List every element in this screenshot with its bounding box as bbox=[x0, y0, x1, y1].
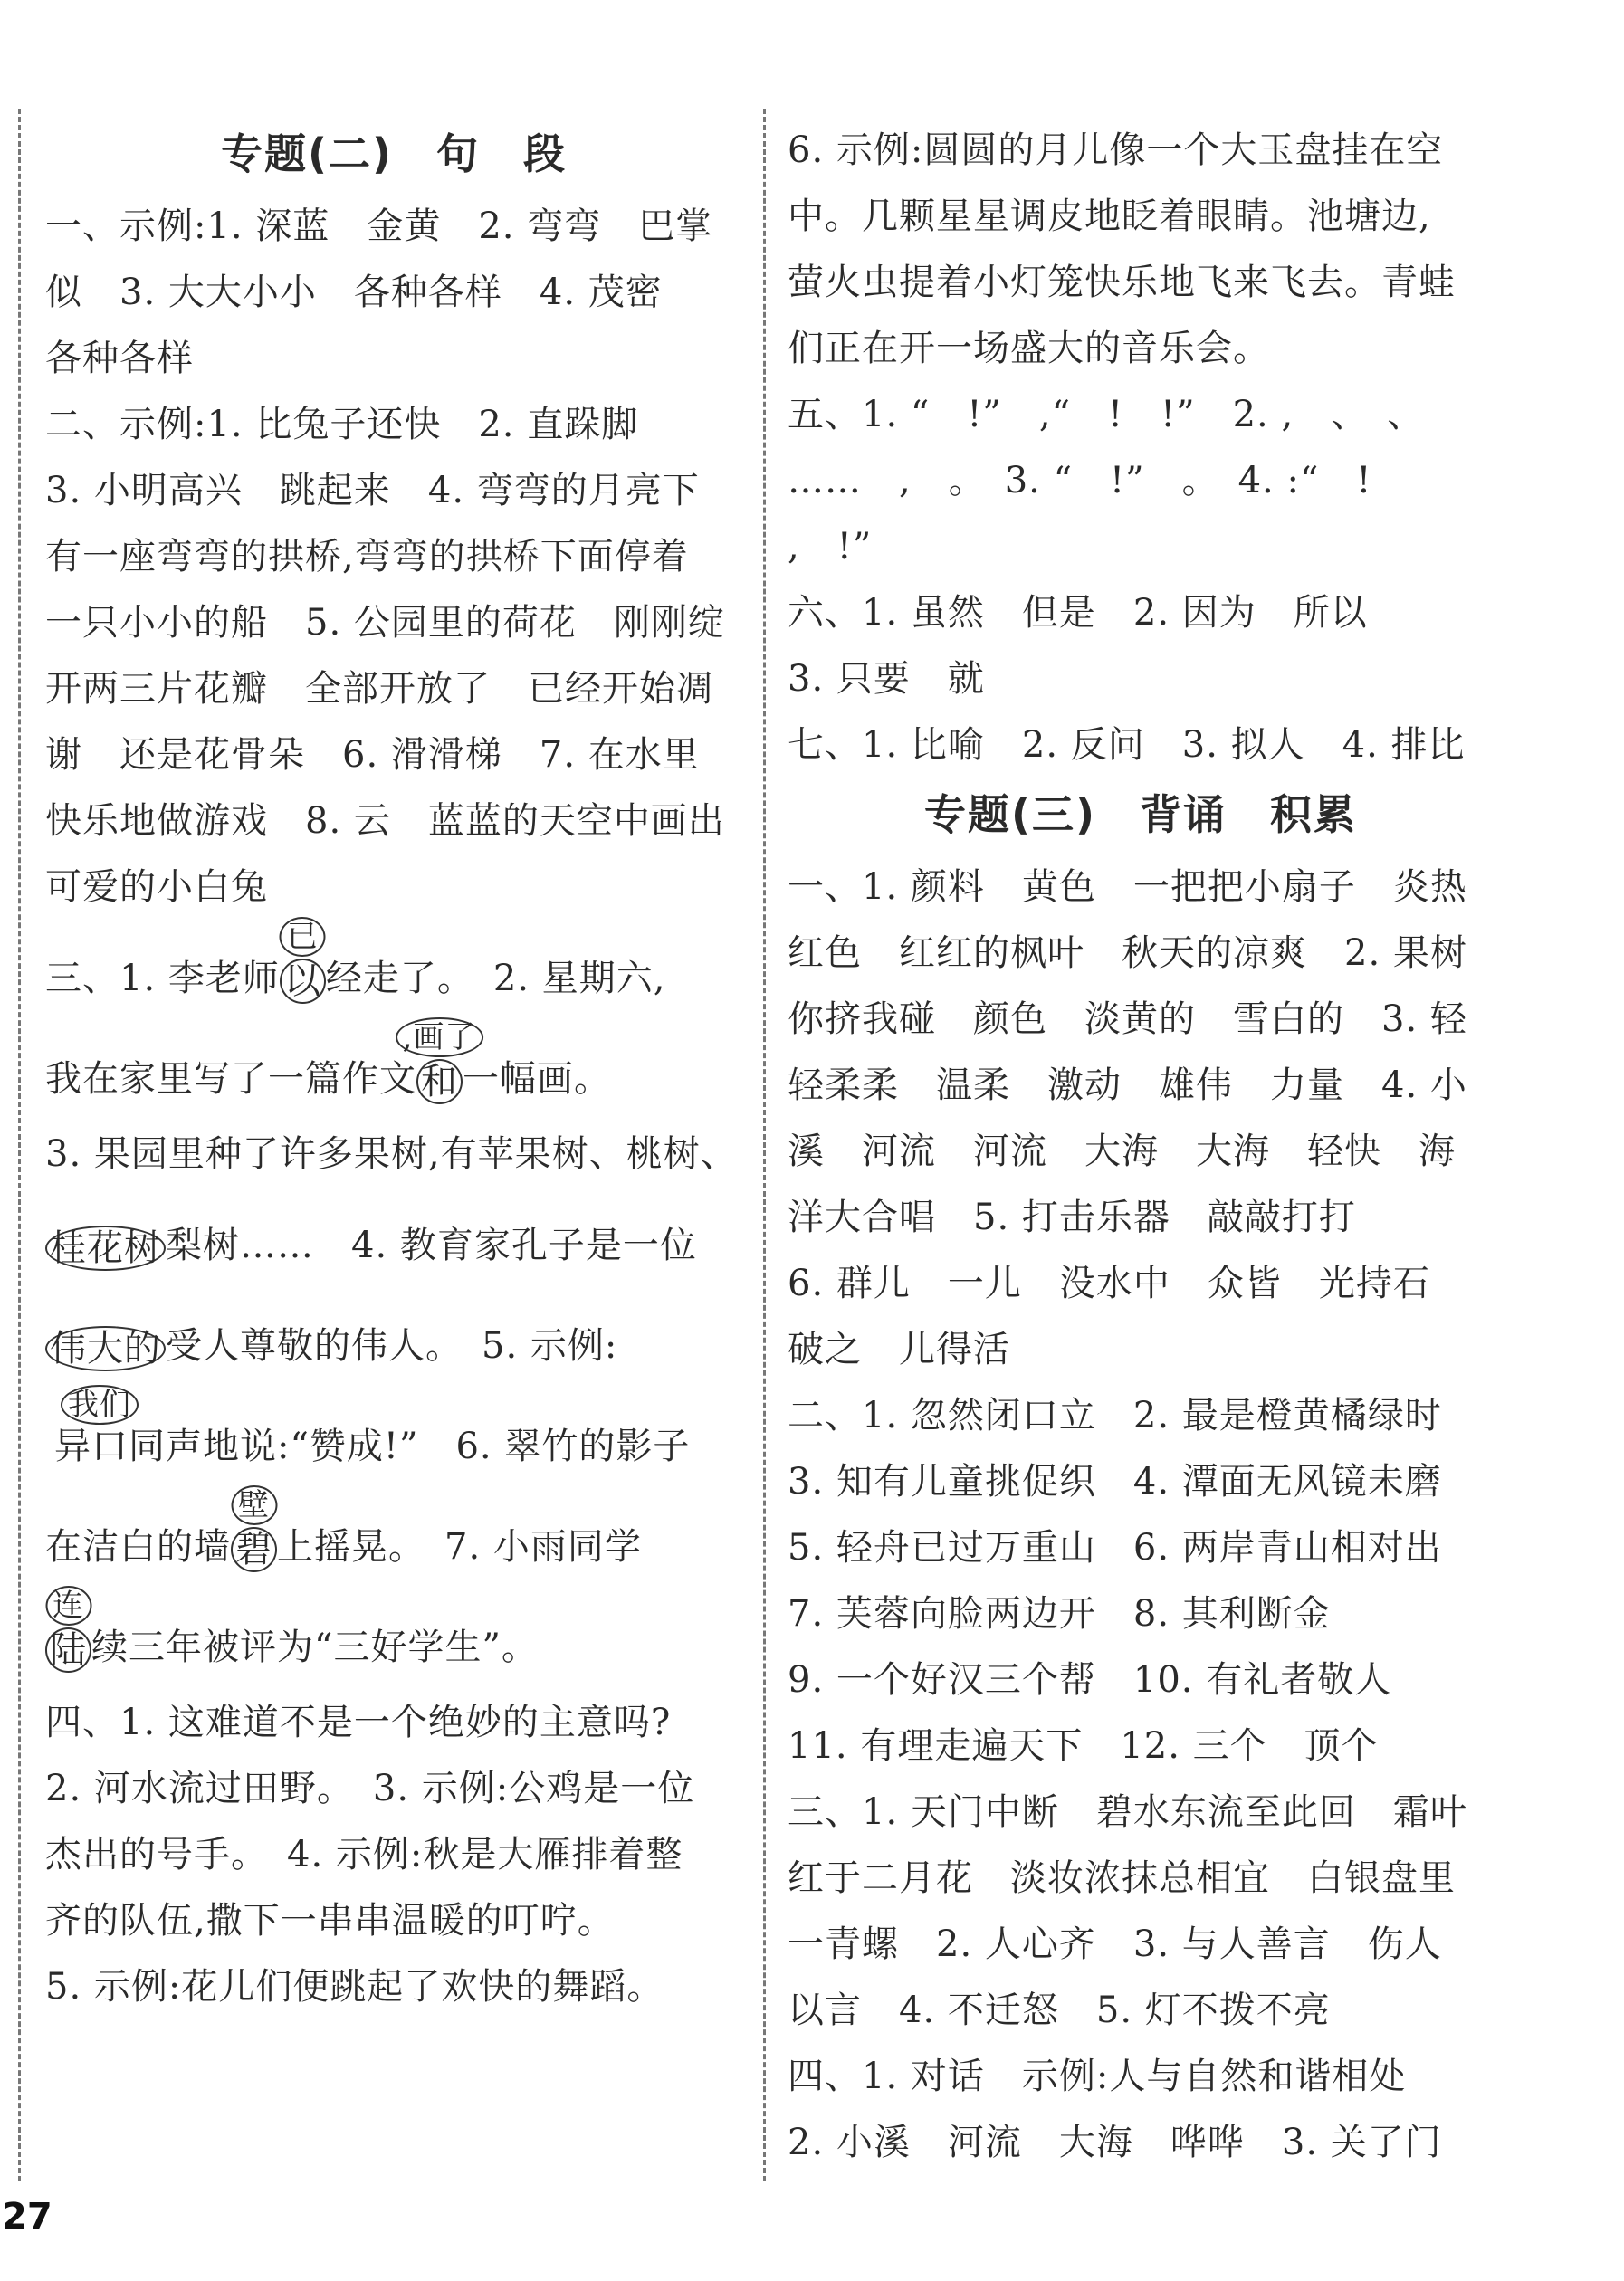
text-line: 三、1. 天门中断 碧水东流至此回 霜叶 bbox=[788, 1791, 1467, 1833]
correction-text: 3. 果园里种了许多果树,有苹果树、桃树、 bbox=[45, 1133, 738, 1175]
section-title: 专题(二) 句 段 bbox=[220, 129, 568, 178]
circled-word: 伟大的 bbox=[45, 1326, 166, 1371]
text-line: 二、1. 忽然闭口立 2. 最是橙黄橘绿时 bbox=[788, 1395, 1442, 1436]
correction-text: 上摇晃。 7. 小雨同学 bbox=[277, 1526, 642, 1568]
text-line: 以言 4. 不迁怒 5. 灯不拨不亮 bbox=[788, 1990, 1331, 2031]
text-line: 可爱的小白兔 bbox=[45, 866, 268, 908]
correction-text: 一幅画。 bbox=[463, 1058, 611, 1100]
text-line: 似 3. 大大小小 各种各样 4. 茂密 bbox=[45, 272, 663, 313]
text-line: 你挤我碰 颜色 淡黄的 雪白的 3. 轻 bbox=[788, 998, 1467, 1040]
text-line: 3. 只要 就 bbox=[788, 658, 985, 700]
text-line: 红于二月花 淡妆浓抹总相宜 白银盘里 bbox=[788, 1857, 1456, 1899]
text-line: 四、1. 对话 示例:人与自然和谐相处 bbox=[788, 2056, 1407, 2097]
text-line: 各种各样 bbox=[45, 338, 194, 379]
left-column bbox=[45, 118, 742, 2020]
text-line: 6. 群儿 一儿 没水中 众皆 光持石 bbox=[788, 1263, 1430, 1304]
correction-line bbox=[45, 1389, 742, 1489]
correction-text: 我在家里写了一篇作文 bbox=[45, 1058, 416, 1100]
correction-mark: 连 bbox=[45, 1586, 91, 1626]
text-line: 7. 芙蓉向脸两边开 8. 其利断金 bbox=[788, 1593, 1331, 1635]
correction-text: 三、1. 李老师 bbox=[45, 958, 280, 999]
text-line: 七、1. 比喻 2. 反问 3. 拟人 4. 排比 bbox=[788, 724, 1466, 766]
correction-line bbox=[45, 1188, 742, 1288]
correction-line bbox=[45, 1589, 742, 1690]
text-line: , !” bbox=[788, 526, 873, 568]
text-line: 红色 红红的枫叶 秋天的凉爽 2. 果树 bbox=[788, 932, 1467, 974]
right-column bbox=[788, 118, 1494, 2176]
correction-line bbox=[45, 1288, 742, 1389]
correction-mark: ,画了 bbox=[396, 1017, 484, 1057]
text-line: 一、1. 颜料 黄色 一把把小扇子 炎热 bbox=[788, 866, 1467, 908]
correction-line bbox=[45, 1021, 742, 1121]
circled-wrong-char: 碧 壁 bbox=[231, 1527, 277, 1572]
text-line: 洋大合唱 5. 打击乐器 敲敲打打 bbox=[788, 1197, 1356, 1238]
text-line: 六、1. 虽然 但是 2. 因为 所以 bbox=[788, 592, 1368, 634]
correction-line bbox=[45, 921, 742, 1021]
circled-wrong-char: 以 已 bbox=[280, 959, 326, 1004]
text-line: 齐的队伍,撒下一串串温暖的叮咛。 bbox=[45, 1900, 615, 1942]
text-line: 一青螺 2. 人心齐 3. 与人善言 伤人 bbox=[788, 1923, 1442, 1965]
circled-wrong-char: 陆 连 bbox=[45, 1627, 91, 1673]
text-line: 四、1. 这难道不是一个绝妙的主意吗? bbox=[45, 1702, 672, 1743]
page-left-margin-line bbox=[18, 109, 21, 2181]
text-line: 溪 河流 河流 大海 大海 轻快 海 bbox=[788, 1131, 1456, 1172]
text-line: 五、1. “ !” ,“ ! !” 2. , 、 、 bbox=[788, 394, 1425, 435]
section-title: 专题(三) 背诵 积累 bbox=[923, 790, 1358, 839]
page-number: 27 bbox=[0, 2189, 101, 2245]
correction-text: 续三年被评为“三好学生”。 bbox=[91, 1627, 539, 1668]
insert-mark bbox=[45, 1387, 131, 1470]
text-line: 们正在开一场盛大的音乐会。 bbox=[788, 328, 1270, 369]
text-line: 11. 有理走遍天下 12. 三个 顶个 bbox=[788, 1725, 1379, 1767]
circled-word: 桂花树 bbox=[45, 1226, 166, 1271]
correction-line bbox=[45, 1489, 742, 1589]
text-line: 3. 小明高兴 跳起来 4. 弯弯的月亮下 bbox=[45, 470, 700, 511]
text-line: 二、示例:1. 比兔子还快 2. 直跺脚 bbox=[45, 404, 639, 445]
correction-text: 经走了。 2. 星期六, bbox=[325, 958, 666, 999]
text-line: 5. 轻舟已过万重山 6. 两岸青山相对出 bbox=[788, 1527, 1442, 1569]
text-line: 谢 还是花骨朵 6. 滑滑梯 7. 在水里 bbox=[45, 734, 700, 776]
text-line: 有一座弯弯的拱桥,弯弯的拱桥下面停着 bbox=[45, 536, 689, 577]
text-line: 杰出的号手。 4. 示例:秋是大雁排着整 bbox=[45, 1834, 683, 1875]
text-line: 开两三片花瓣 全部开放了 已经开始凋 bbox=[45, 668, 713, 710]
text-line: 一只小小的船 5. 公园里的荷花 刚刚绽 bbox=[45, 602, 725, 644]
correction-text: 梨树…… 4. 教育家孔子是一位 bbox=[166, 1225, 697, 1266]
text-line: 9. 一个好汉三个帮 10. 有礼者敬人 bbox=[788, 1659, 1392, 1701]
text-line: …… , 。 3. “ !” 。 4. :“ ! bbox=[788, 460, 1372, 501]
text-line: 破之 儿得活 bbox=[788, 1329, 1010, 1370]
correction-mark: 壁 bbox=[231, 1485, 277, 1525]
text-line: 中。几颗星星调皮地眨着眼睛。池塘边, bbox=[788, 196, 1431, 237]
text-line: 6. 示例:圆圆的月儿像一个大玉盘挂在空 bbox=[788, 129, 1444, 171]
text-line: 5. 示例:花儿们便跳起了欢快的舞蹈。 bbox=[45, 1966, 664, 2008]
text-line: 萤火虫提着小灯笼快乐地飞来飞去。青蛙 bbox=[788, 262, 1456, 303]
circled-wrong-char: 和 ,画了 bbox=[416, 1059, 463, 1104]
text-line: 轻柔柔 温柔 激动 雄伟 力量 4. 小 bbox=[788, 1064, 1467, 1106]
text-line: 2. 小溪 河流 大海 哗哗 3. 关了门 bbox=[788, 2122, 1442, 2163]
correction-text: 在洁白的墙 bbox=[45, 1526, 231, 1568]
text-line: 快乐地做游戏 8. 云 蓝蓝的天空中画出 bbox=[45, 800, 725, 842]
correction-line bbox=[45, 1121, 742, 1188]
correction-mark: 我们 bbox=[61, 1385, 139, 1425]
text-line: 2. 河水流过田野。 3. 示例:公鸡是一位 bbox=[45, 1768, 695, 1809]
correction-text: 异口同声地说:“赞成!” 6. 翠竹的影子 bbox=[54, 1426, 691, 1467]
text-line: 一、示例:1. 深蓝 金黄 2. 弯弯 巴掌 bbox=[45, 205, 713, 247]
correction-text: 受人尊敬的伟人。 5. 示例: bbox=[166, 1325, 618, 1367]
text-line: 3. 知有儿童挑促织 4. 潭面无风镜未磨 bbox=[788, 1461, 1442, 1503]
correction-mark: 已 bbox=[280, 917, 326, 957]
column-divider bbox=[763, 109, 766, 2181]
